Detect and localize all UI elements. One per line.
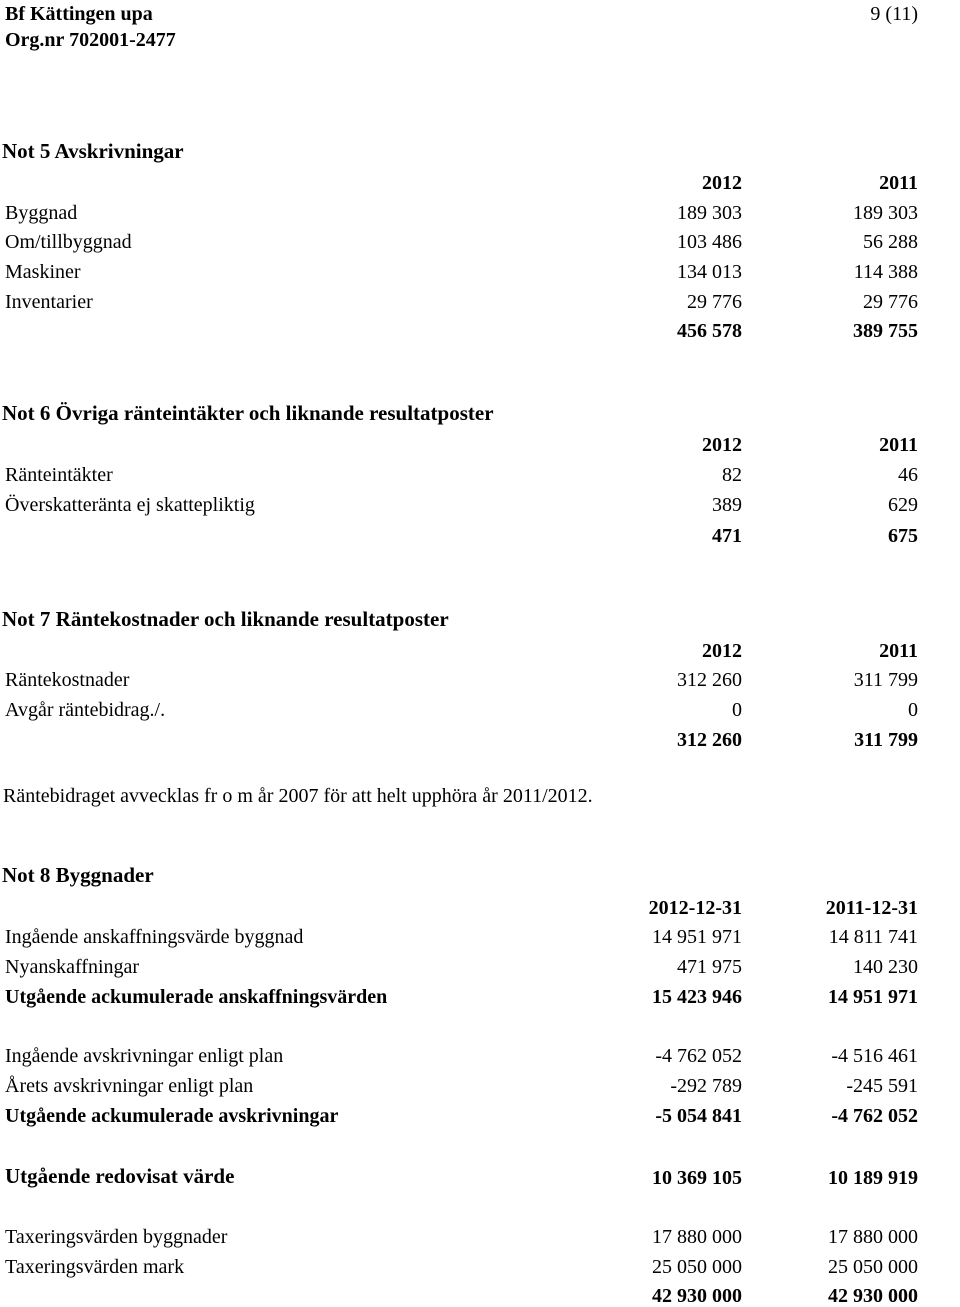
note5-row-label: Inventarier [5, 291, 93, 313]
note8-col-2011: 2011-12-31 [825, 897, 918, 919]
note8-book-value-2012: 10 369 105 [652, 1167, 742, 1189]
note8-subtotal-value-2012: 15 423 946 [652, 986, 742, 1008]
note8-book-value-label: Utgående redovisat värde [5, 1164, 235, 1188]
note8-row-label: Taxeringsvärden byggnader [5, 1226, 228, 1248]
note5-row-value-2012: 29 776 [687, 291, 742, 313]
note8-row-value-2011: 140 230 [853, 956, 918, 978]
company-name: Bf Kättingen upa [5, 3, 153, 25]
note5-total-2011: 389 755 [853, 320, 918, 342]
note8-row-value-2011: 25 050 000 [828, 1256, 918, 1278]
note6-row-value-2011: 46 [898, 464, 918, 486]
note7-col-2011: 2011 [879, 640, 918, 662]
note8-total-2011: 42 930 000 [828, 1285, 918, 1307]
note5-row-label: Om/tillbyggnad [5, 231, 132, 253]
note5-row-value-2012: 103 486 [677, 231, 742, 253]
note6-row-label: Ränteintäkter [5, 464, 113, 486]
note6-row-value-2011: 629 [888, 494, 918, 516]
org-number: Org.nr 702001-2477 [5, 29, 176, 51]
note5-row-value-2011: 189 303 [853, 202, 918, 224]
note5-row-label: Byggnad [5, 202, 78, 224]
note5-total-2012: 456 578 [677, 320, 742, 342]
note8-col-2012: 2012-12-31 [648, 897, 742, 919]
note8-row-value-2012: -4 762 052 [655, 1045, 742, 1067]
note8-row-value-2012: 471 975 [677, 956, 742, 978]
note8-title: Not 8 Byggnader [2, 863, 154, 887]
note8-subtotal-value-2011: -4 762 052 [831, 1105, 918, 1127]
note8-subtotal-label: Utgående ackumulerade anskaffningsvärden [5, 986, 388, 1008]
note7-row-value-2011: 311 799 [853, 669, 918, 691]
note5-row-value-2011: 114 388 [853, 261, 918, 283]
note8-row-value-2011: 17 880 000 [828, 1226, 918, 1248]
note7-comment: Räntebidraget avvecklas fr o m år 2007 för att helt upphöra år 2011/2012. [3, 785, 593, 807]
note6-total-2011: 675 [888, 525, 918, 547]
note5-col-2012: 2012 [702, 172, 742, 194]
note8-row-label: Ingående avskrivningar enligt plan [5, 1045, 284, 1067]
note7-total-2012: 312 260 [677, 729, 742, 751]
note5-row-label: Maskiner [5, 261, 81, 283]
note7-row-value-2012: 312 260 [677, 669, 742, 691]
note5-col-2011: 2011 [879, 172, 918, 194]
page-number: 9 (11) [870, 3, 918, 25]
note6-title: Not 6 Övriga ränteintäkter och liknande resultatposter [2, 401, 494, 425]
note8-row-value-2012: -292 789 [670, 1075, 742, 1097]
note8-row-value-2012: 17 880 000 [652, 1226, 742, 1248]
note7-row-value-2012: 0 [732, 699, 742, 721]
note8-row-label: Nyanskaffningar [5, 956, 140, 978]
note8-total-2012: 42 930 000 [652, 1285, 742, 1307]
note7-title: Not 7 Räntekostnader och liknande resultatposter [2, 607, 449, 631]
note5-row-value-2011: 29 776 [863, 291, 918, 313]
note6-col-2011: 2011 [879, 434, 918, 456]
note8-row-value-2012: 25 050 000 [652, 1256, 742, 1278]
note6-row-label: Överskatteränta ej skattepliktig [5, 494, 255, 516]
note8-row-value-2011: -4 516 461 [831, 1045, 918, 1067]
note8-subtotal-value-2011: 14 951 971 [828, 986, 918, 1008]
note5-row-value-2012: 134 013 [677, 261, 742, 283]
note6-col-2012: 2012 [702, 434, 742, 456]
note5-title: Not 5 Avskrivningar [2, 139, 184, 163]
note6-row-value-2012: 82 [722, 464, 742, 486]
note6-row-value-2012: 389 [712, 494, 742, 516]
note8-book-value-2011: 10 189 919 [828, 1167, 918, 1189]
note6-total-2012: 471 [712, 525, 742, 547]
note7-row-label: Avgår räntebidrag./. [5, 699, 166, 721]
note8-subtotal-value-2012: -5 054 841 [655, 1105, 742, 1127]
note7-row-value-2011: 0 [908, 699, 918, 721]
note8-row-value-2011: -245 591 [846, 1075, 918, 1097]
note5-row-value-2012: 189 303 [677, 202, 742, 224]
note8-row-label: Taxeringsvärden mark [5, 1256, 185, 1278]
note8-row-value-2012: 14 951 971 [652, 926, 742, 948]
note8-row-value-2011: 14 811 741 [828, 926, 918, 948]
note7-row-label: Räntekostnader [5, 669, 130, 691]
note7-total-2011: 311 799 [854, 729, 918, 751]
note7-col-2012: 2012 [702, 640, 742, 662]
note8-subtotal-label: Utgående ackumulerade avskrivningar [5, 1105, 339, 1127]
note5-row-value-2011: 56 288 [863, 231, 918, 253]
note8-row-label: Årets avskrivningar enligt plan [5, 1075, 254, 1097]
note8-row-label: Ingående anskaffningsvärde byggnad [5, 926, 304, 948]
